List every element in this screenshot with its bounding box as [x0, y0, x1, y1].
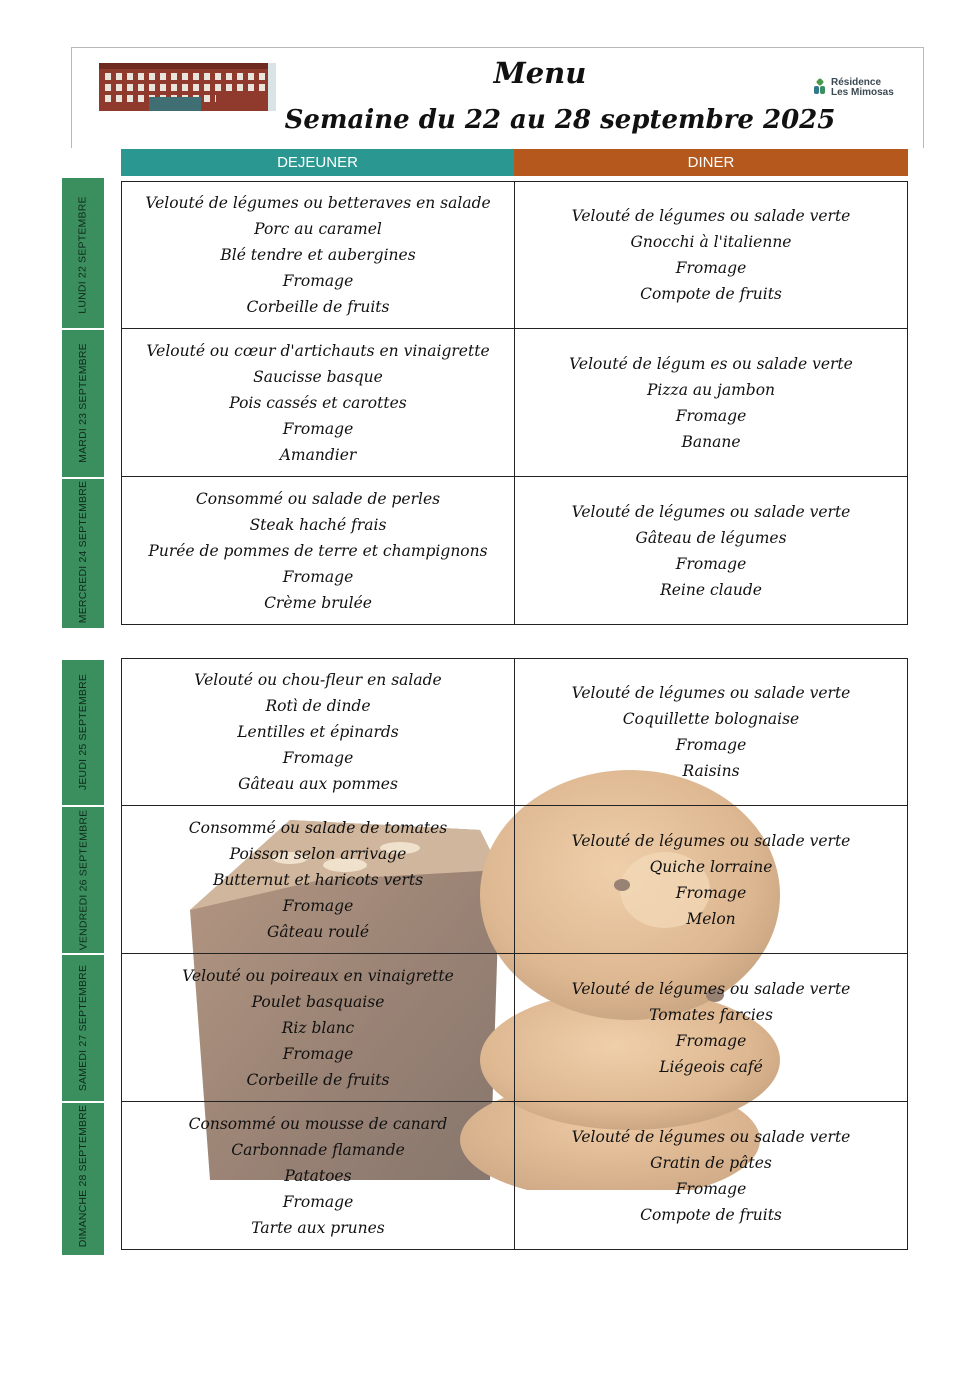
dinner-cell-wednesday	[514, 477, 908, 625]
day-row-friday	[121, 806, 908, 954]
day-separator	[62, 953, 104, 955]
lunch-cell-wednesday	[121, 477, 515, 625]
dinner-cell-sunday	[514, 1102, 908, 1250]
menu-item: Corbeille de fruits	[246, 1070, 390, 1089]
menu-item: Carbonnade flamande	[231, 1140, 405, 1159]
dinner-cell-monday	[514, 181, 908, 329]
menu-item: Velouté ou cœur d'artichauts en vinaigrette	[146, 341, 490, 360]
menu-item: Blé tendre et aubergines	[220, 246, 416, 264]
day-label-text: MARDI 23 SEPTEMBRE	[77, 343, 89, 463]
menu-item: Fromage	[282, 272, 354, 290]
menu-item: Corbeille de fruits	[246, 298, 390, 316]
menu-item: Pizza au jambon	[646, 380, 776, 399]
menu-item: Velouté de légumes ou salade verte	[571, 979, 851, 998]
day-row-sunday	[121, 1102, 908, 1250]
menu-item: Fromage	[675, 406, 747, 425]
day-separator	[62, 805, 104, 807]
menu-item: Fromage	[675, 554, 747, 573]
menu-item: Compote de fruits	[640, 285, 782, 303]
menu-item: Raisins	[682, 762, 740, 780]
menu-item: Fromage	[675, 883, 747, 902]
lunch-column-header: DEJEUNER	[121, 149, 514, 176]
menu-item: Tarte aux prunes	[251, 1218, 385, 1237]
menu-table-second-half	[121, 658, 908, 1250]
menu-item: Poisson selon arrivage	[229, 844, 407, 863]
menu-item: Banane	[681, 432, 741, 451]
day-label-text: MERCREDI 24 SEPTEMBRE	[77, 480, 90, 624]
day-row-thursday	[121, 658, 908, 806]
leaf-icon	[814, 79, 826, 95]
menu-item: Fromage	[675, 736, 747, 754]
day-row-saturday	[121, 954, 908, 1102]
lunch-cell-sunday	[121, 1102, 515, 1250]
menu-item: Fromage	[282, 1044, 354, 1063]
day-label-text: VENDREDI 26 SEPTEMBRE	[77, 809, 89, 951]
menu-item: Pois cassés et carottes	[229, 393, 407, 412]
menu-item: Quiche lorraine	[649, 857, 773, 876]
menu-item: Gnocchi à l'italienne	[630, 233, 792, 251]
menu-item: Poulet basquaise	[251, 992, 385, 1011]
menu-item: Compote de fruits	[640, 1205, 782, 1224]
dinner-cell-thursday	[514, 658, 908, 806]
menu-item: Fromage	[282, 567, 354, 586]
menu-item: Velouté de légumes ou salade verte	[571, 684, 851, 702]
menu-item: Consommé ou salade de tomates	[188, 818, 448, 837]
menu-item: Fromage	[282, 1192, 354, 1211]
menu-item: Liégeois café	[659, 1057, 763, 1076]
menu-item: Steak haché frais	[249, 515, 387, 534]
menu-item: Gâteau aux pommes	[238, 775, 398, 793]
week-subtitle: Semaine du 22 au 28 septembre 2025	[284, 105, 836, 135]
menu-item: Patatoes	[284, 1166, 352, 1185]
menu-item: Velouté de légumes ou betteraves en salade	[145, 194, 491, 212]
day-label-text: DIMANCHE 28 SEPTEMBRE	[77, 1104, 90, 1248]
menu-item: Reine claude	[660, 580, 762, 599]
page-title: Menu	[493, 56, 587, 90]
day-separator	[62, 328, 104, 330]
day-label-text: LUNDI 22 SEPTEMBRE	[77, 196, 90, 314]
menu-item: Porc au caramel	[254, 220, 382, 238]
menu-item: Fromage	[282, 896, 354, 915]
menu-item: Coquillette bolognaise	[622, 710, 800, 728]
menu-table-first-half	[121, 181, 908, 625]
dinner-column-header: DINER	[514, 149, 908, 176]
menu-item: Melon	[686, 909, 736, 928]
menu-item: Purée de pommes de terre et champignons	[148, 541, 488, 560]
lunch-cell-saturday	[121, 954, 515, 1102]
menu-item: Gâteau roulé	[266, 922, 370, 941]
lunch-cell-tuesday	[121, 329, 515, 477]
menu-item: Saucisse basque	[253, 367, 383, 386]
lunch-cell-friday	[121, 806, 515, 954]
lunch-cell-thursday	[121, 658, 515, 806]
menu-item: Velouté de légumes ou salade verte	[571, 1127, 851, 1146]
menu-item: Fromage	[282, 749, 354, 767]
menu-item: Velouté ou chou-fleur en salade	[194, 671, 442, 689]
menu-item: Velouté de légum es ou salade verte	[569, 354, 853, 373]
day-separator	[62, 477, 104, 479]
menu-item: Riz blanc	[281, 1018, 355, 1037]
menu-item: Velouté de légumes ou salade verte	[571, 207, 851, 225]
menu-item: Fromage	[675, 1031, 747, 1050]
menu-item: Gratin de pâtes	[650, 1153, 772, 1172]
menu-item: Consommé ou salade de perles	[195, 489, 441, 508]
residence-logo	[814, 78, 910, 100]
menu-item: Crème brulée	[264, 593, 372, 612]
day-row-monday	[121, 181, 908, 329]
day-separator	[62, 1101, 104, 1103]
menu-item: Gâteau de légumes	[635, 528, 787, 547]
menu-item: Tomates farcies	[649, 1005, 773, 1024]
menu-item: Fromage	[675, 259, 747, 277]
day-label-text: SAMEDI 27 SEPTEMBRE	[77, 964, 89, 1092]
menu-item: Velouté ou poireaux en vinaigrette	[182, 966, 454, 985]
residence-building-image	[99, 63, 276, 111]
logo-line-2: Les Mimosas	[831, 87, 894, 98]
day-row-wednesday	[121, 477, 908, 625]
menu-item: Velouté de légumes ou salade verte	[571, 831, 851, 850]
menu-item: Fromage	[282, 419, 354, 438]
day-band-bottom	[62, 660, 104, 1255]
menu-item: Butternut et haricots verts	[212, 870, 424, 889]
day-row-tuesday	[121, 329, 908, 477]
menu-item: Velouté de légumes ou salade verte	[571, 502, 851, 521]
dinner-cell-tuesday	[514, 329, 908, 477]
dinner-cell-friday	[514, 806, 908, 954]
menu-item: Amandier	[279, 445, 357, 464]
logo-line-1: Résidence	[831, 77, 882, 88]
menu-item: Rotì de dinde	[265, 697, 371, 715]
lunch-cell-monday	[121, 181, 515, 329]
day-band-top	[62, 178, 104, 628]
day-label-text: JEUDI 25 SEPTEMBRE	[77, 673, 89, 791]
menu-item: Fromage	[675, 1179, 747, 1198]
dinner-cell-saturday	[514, 954, 908, 1102]
menu-item: Consommé ou mousse de canard	[188, 1114, 448, 1133]
menu-item: Lentilles et épinards	[237, 723, 399, 741]
